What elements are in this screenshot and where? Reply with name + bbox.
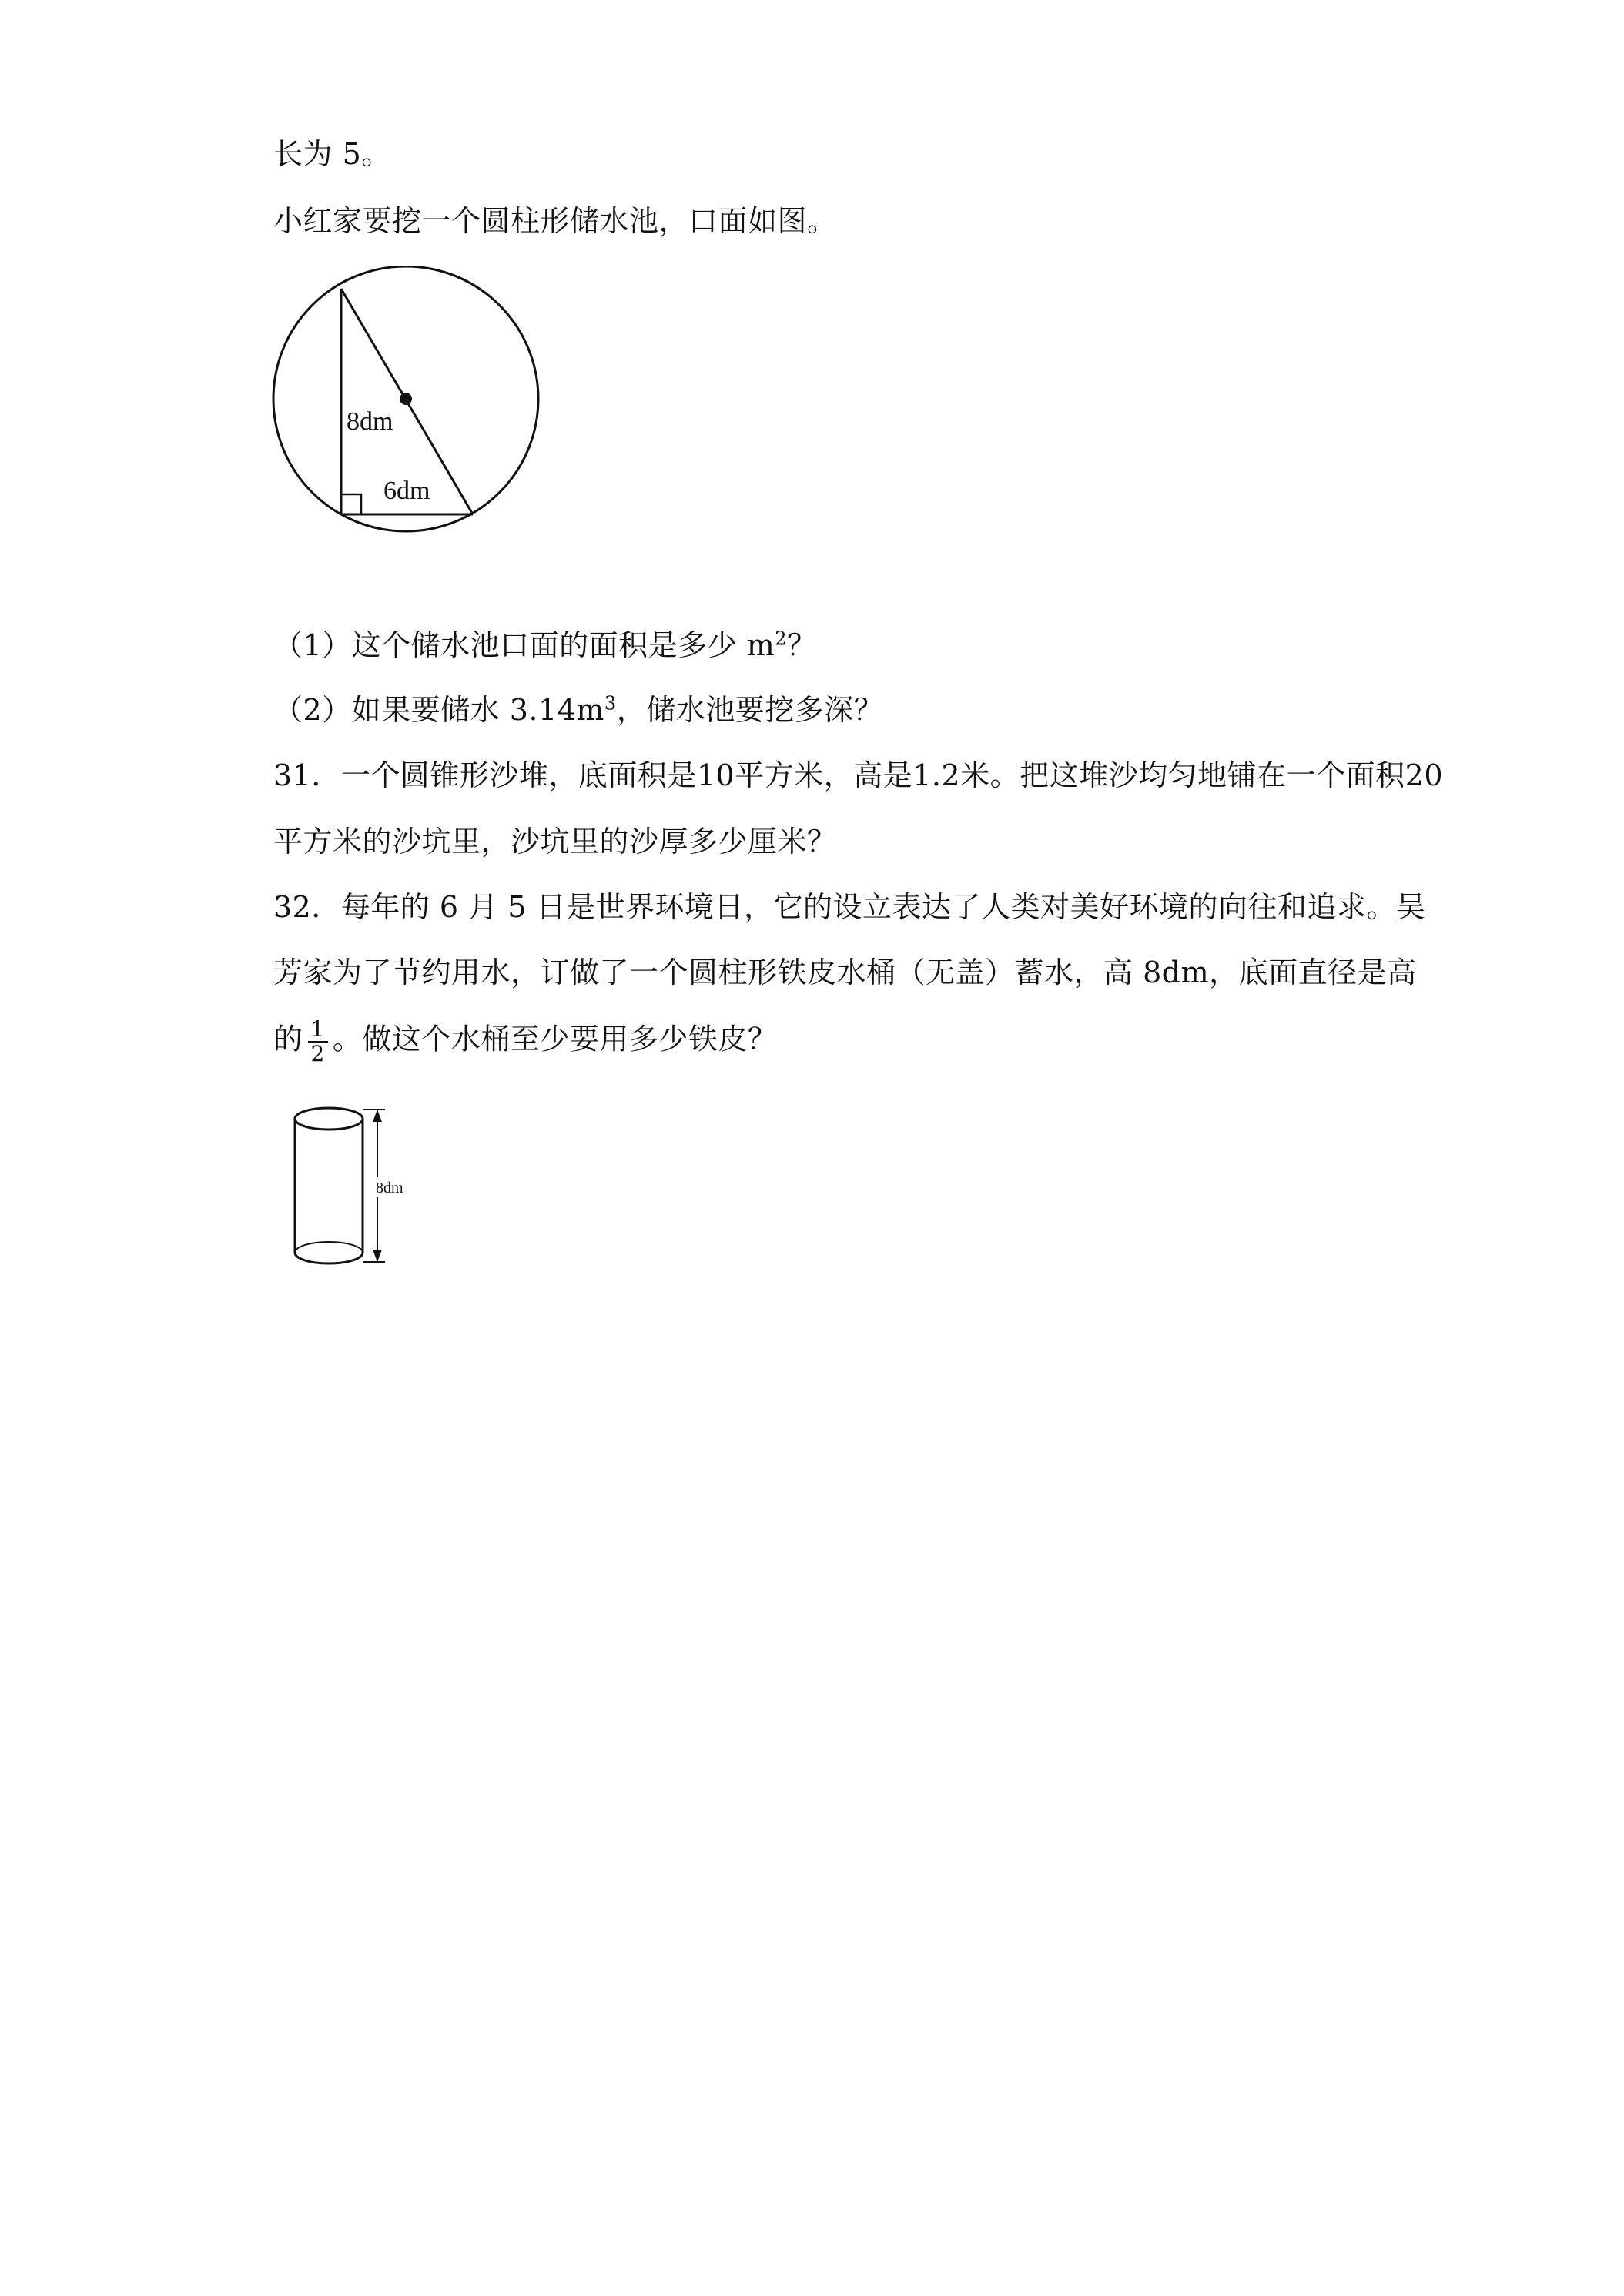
problem-32-line-2: 芳家为了节约用水，订做了一个圆柱形铁皮水桶（无盖）蓄水，高 8dm，底面直径是高 [273, 956, 1417, 989]
problem-32-line-3: 的 $\frac{1}{2}$ 。做这个水桶至少要用多少铁皮？ [273, 1016, 778, 1066]
height-arrow-down [373, 1250, 382, 1262]
height-arrow-up [373, 1110, 382, 1122]
circle-triangle-figure [270, 266, 554, 543]
problem-30-intro: 小红家要挖一个圆柱形储水池，口面如图。 [273, 204, 837, 238]
fraction-one-half: $\frac{1}{2}$ [308, 1018, 328, 1066]
text-line-1: 长为 5。 [273, 137, 391, 171]
question-1: （1）这个储水池口面的面积是多少 $m^2$？ [273, 628, 817, 662]
label-6dm: 6dm [383, 477, 430, 505]
label-8dm: 8dm [347, 407, 393, 436]
label-8dm-height: 8dm [376, 1180, 403, 1197]
problem-31-line-1: 31．一个圆锥形沙堆，底面积是10平方米，高是1.2米。把这堆沙均匀地铺在一个面积20 [273, 758, 1443, 792]
problem-32-line-1: 32．每年的 6 月 5 日是世界环境日，它的设立表达了人类对美好环境的向往和追求。吴 [273, 890, 1426, 924]
cylinder-figure [285, 1105, 424, 1274]
right-angle-marker [341, 494, 361, 514]
cylinder-bottom-front [295, 1253, 363, 1263]
cylinder-top-ellipse [295, 1108, 363, 1130]
problem-31-line-2: 平方米的沙坑里，沙坑里的沙厚多少厘米？ [273, 825, 837, 858]
question-2: （2）如果要储水 $3.14m^3$，储水池要挖多深？ [273, 692, 884, 727]
circle-center-dot [400, 393, 412, 405]
cylinder-bottom-back [295, 1242, 363, 1253]
